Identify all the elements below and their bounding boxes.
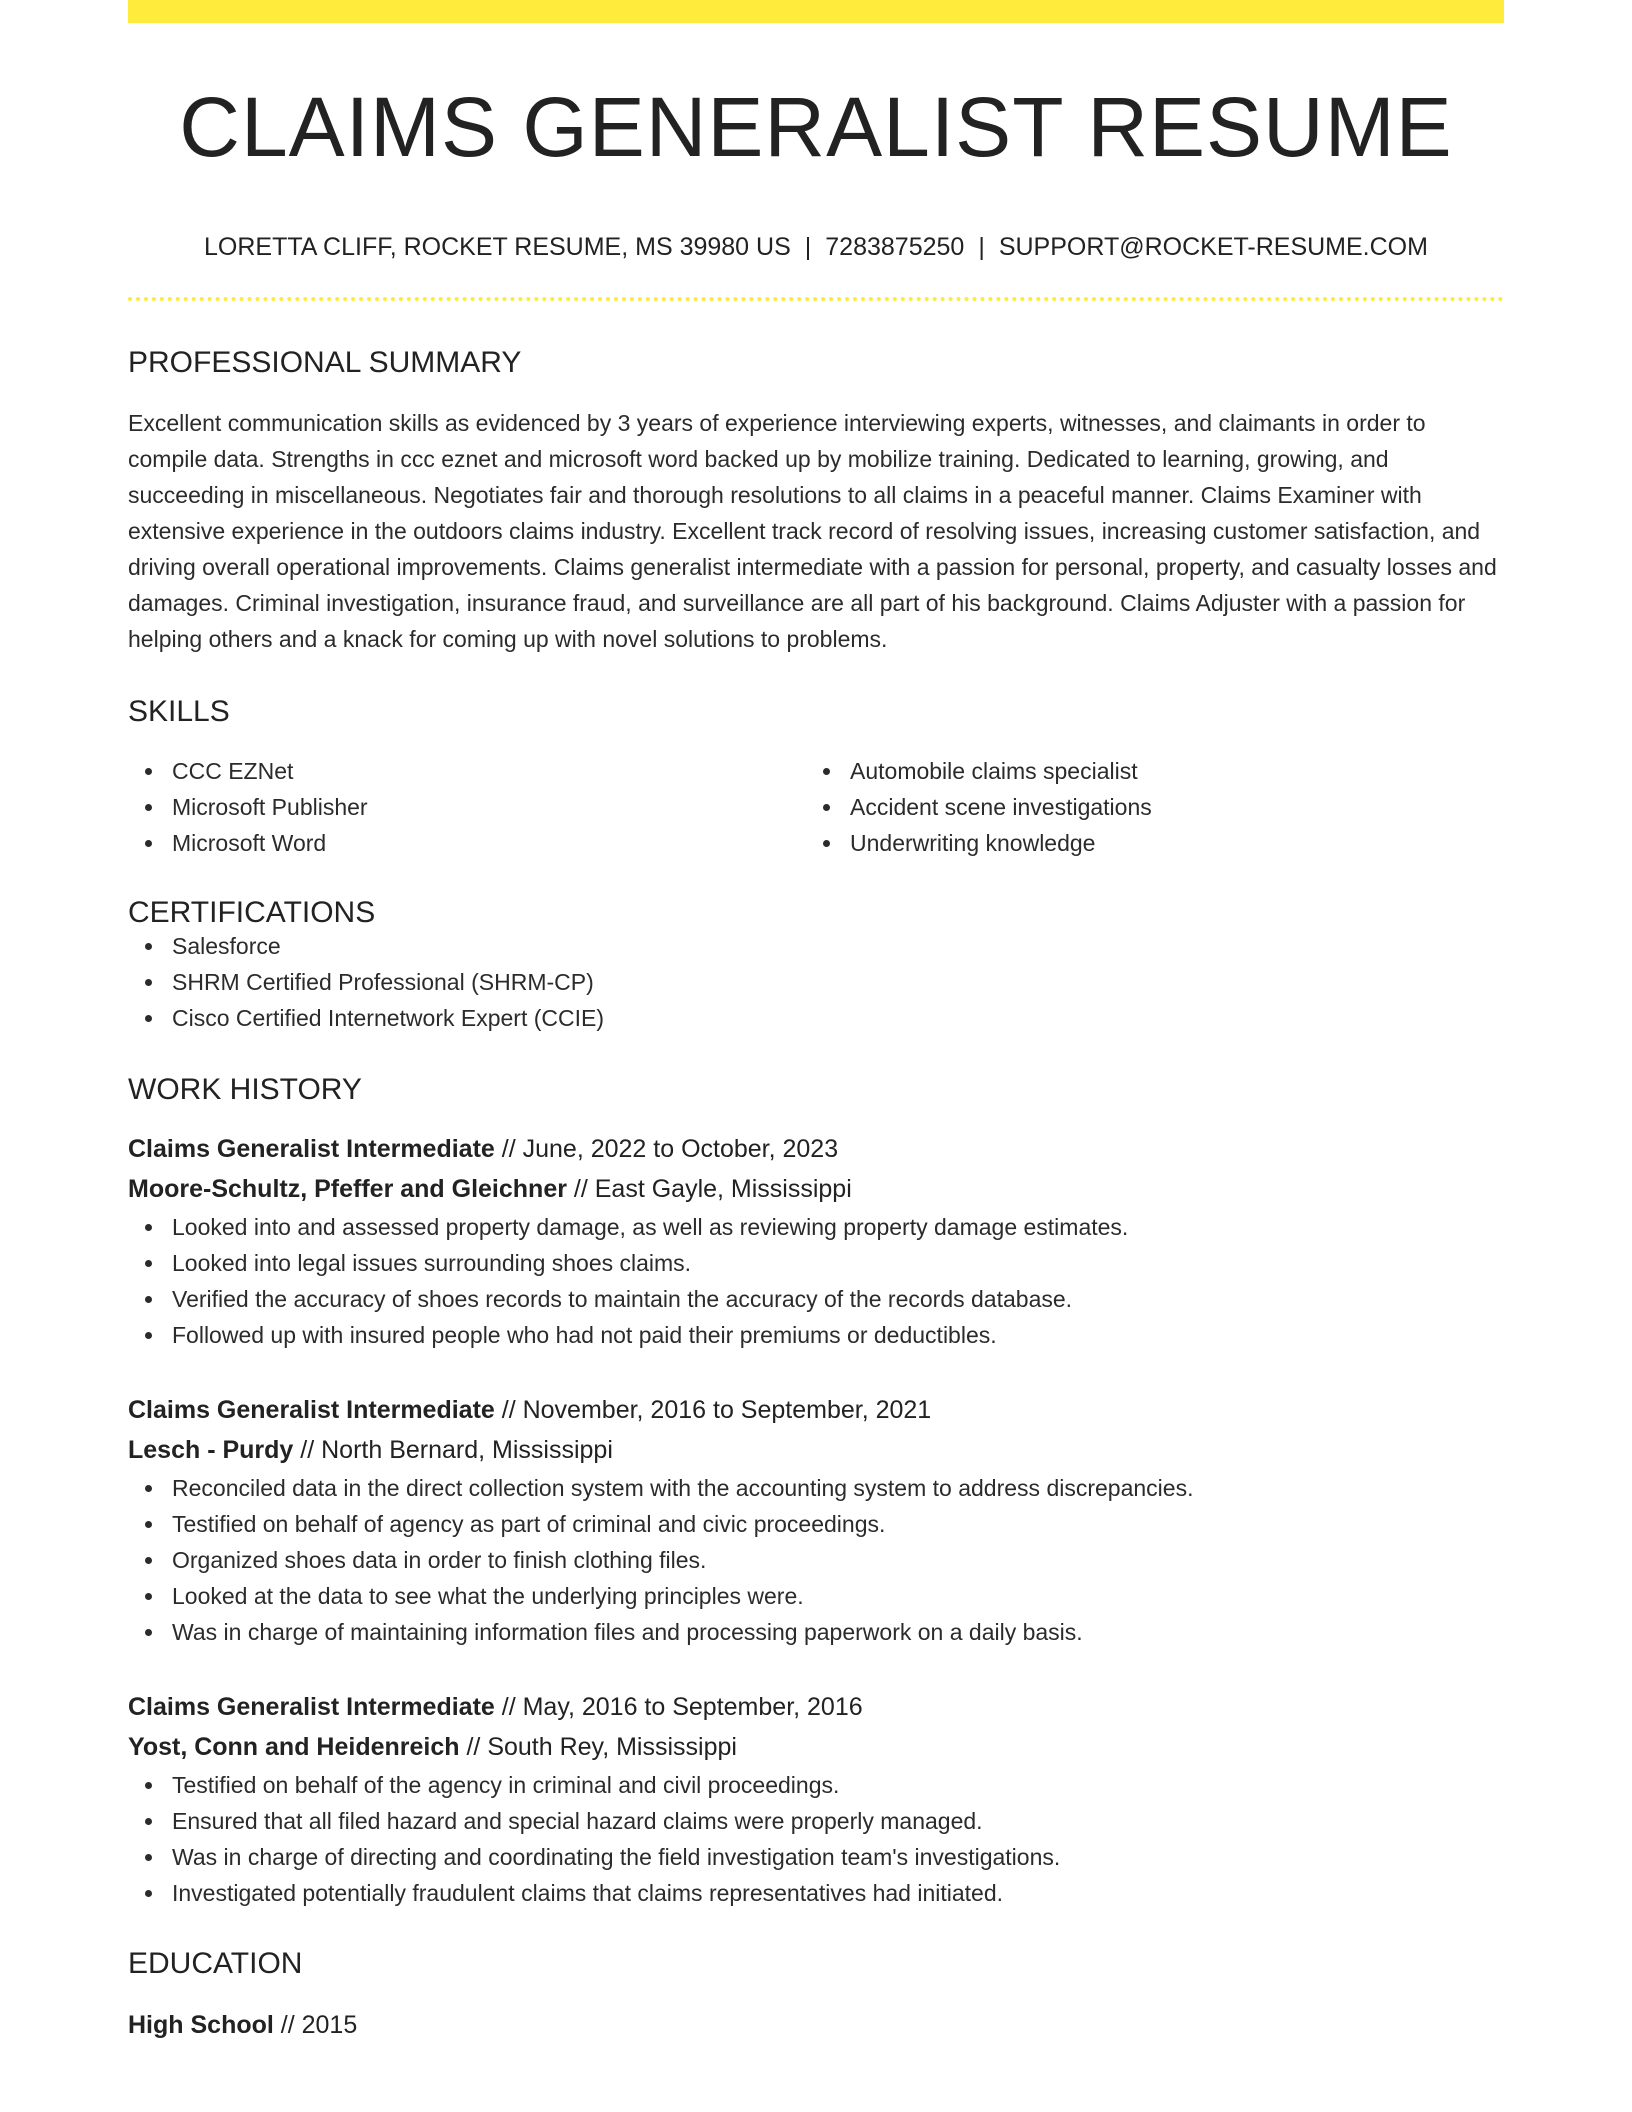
job-duty: Looked into legal issues surrounding shoes claims. xyxy=(128,1245,1504,1281)
job-duty: Verified the accuracy of shoes records to maintain the accuracy of the records database. xyxy=(128,1281,1504,1317)
job-company: Yost, Conn and Heidenreich xyxy=(128,1733,460,1761)
job-duties-list xyxy=(128,1209,1504,1353)
job-entry xyxy=(128,1129,1504,1353)
summary-text: Excellent communication skills as evidenced by 3 years of experience interviewing experts, witnesses, and claimants in order to compile data. Strengths in ccc eznet and microsoft word backed up by mobilize training. Dedicated to learning, growing, and succeeding in miscellaneous. Negotiates fair and thorough resolutions to all claims in a peaceful manner. Claims Examiner with extensive experience in the outdoors claims industry. Excellent track record of resolving issues, increasing customer satisfaction, and driving overall operational improvements. Claims generalist intermediate with a passion for personal, property, and casualty losses and damages. Criminal investigation, insurance fraud, and surveillance are all part of his background. Claims Adjuster with a passion for helping others and a knack for coming up with novel solutions to problems. xyxy=(128,410,1497,652)
skill-item: Microsoft Publisher xyxy=(128,789,806,825)
job-duty: Was in charge of maintaining information files and processing paperwork on a daily basis. xyxy=(128,1614,1504,1650)
skills-heading: SKILLS xyxy=(128,695,230,728)
job-company-line xyxy=(128,1169,1504,1209)
job-duty: Testified on behalf of agency as part of criminal and civic proceedings. xyxy=(128,1506,1504,1542)
job-title-line xyxy=(128,1129,1504,1169)
contact-separator: | xyxy=(978,233,985,261)
contact-email: SUPPORT@ROCKET-RESUME.COM xyxy=(998,233,1428,261)
contact-address: LORETTA CLIFF, ROCKET RESUME, MS 39980 US xyxy=(204,233,791,261)
skill-item: CCC EZNet xyxy=(128,753,806,789)
job-duty: Ensured that all filed hazard and special hazard claims were properly managed. xyxy=(128,1803,1504,1839)
job-dates: // November, 2016 to September, 2021 xyxy=(501,1396,932,1424)
top-accent-bar xyxy=(128,0,1504,23)
education-heading: EDUCATION xyxy=(128,1947,303,1980)
certification-item: SHRM Certified Professional (SHRM-CP) xyxy=(128,964,1504,1000)
job-duty: Reconciled data in the direct collection system with the accounting system to address discrepancies. xyxy=(128,1470,1504,1506)
job-title-line xyxy=(128,1687,1504,1727)
education-entry xyxy=(128,2005,1504,2045)
summary-heading: PROFESSIONAL SUMMARY xyxy=(128,346,522,379)
skill-item: Accident scene investigations xyxy=(806,789,1484,825)
job-title-line xyxy=(128,1390,1504,1430)
job-title: Claims Generalist Intermediate xyxy=(128,1135,495,1163)
work-history-heading: WORK HISTORY xyxy=(128,1073,362,1106)
contact-separator: | xyxy=(804,233,812,261)
certification-item: Salesforce xyxy=(128,928,1504,964)
skills-column-left xyxy=(128,753,806,861)
education-year: // 2015 xyxy=(280,2011,358,2039)
job-company: Lesch - Purdy xyxy=(128,1436,294,1464)
job-location: // South Rey, Mississippi xyxy=(466,1733,737,1761)
resume-title: CLAIMS GENERALIST RESUME xyxy=(179,80,1453,174)
contact-line xyxy=(128,235,1504,260)
job-duty: Looked into and assessed property damage, as well as reviewing property damage estimates. xyxy=(128,1209,1504,1245)
skill-item: Microsoft Word xyxy=(128,825,806,861)
job-duties-list xyxy=(128,1470,1504,1650)
job-title: Claims Generalist Intermediate xyxy=(128,1396,495,1424)
skills-list-right xyxy=(806,753,1484,861)
job-duties-list xyxy=(128,1767,1504,1911)
job-title: Claims Generalist Intermediate xyxy=(128,1693,495,1721)
job-duty: Investigated potentially fraudulent claims that claims representatives had initiated. xyxy=(128,1875,1504,1911)
job-dates: // June, 2022 to October, 2023 xyxy=(501,1135,839,1163)
certifications-list xyxy=(128,928,1504,1036)
education-degree: High School xyxy=(128,2011,274,2039)
job-company-line xyxy=(128,1727,1504,1767)
job-duty: Was in charge of directing and coordinating the field investigation team's investigations. xyxy=(128,1839,1504,1875)
skills-list-left xyxy=(128,753,806,861)
certifications-heading: CERTIFICATIONS xyxy=(128,896,376,929)
job-duty: Followed up with insured people who had not paid their premiums or deductibles. xyxy=(128,1317,1504,1353)
resume-page xyxy=(128,0,1504,2045)
skill-item: Underwriting knowledge xyxy=(806,825,1484,861)
certification-item: Cisco Certified Internetwork Expert (CCIE) xyxy=(128,1000,1504,1036)
skill-item: Automobile claims specialist xyxy=(806,753,1484,789)
skills-column-right xyxy=(806,753,1484,861)
job-duty: Organized shoes data in order to finish clothing files. xyxy=(128,1542,1504,1578)
dotted-divider xyxy=(128,297,1504,301)
contact-phone: 7283875250 xyxy=(825,233,965,261)
job-duty: Looked at the data to see what the underlying principles were. xyxy=(128,1578,1504,1614)
job-location: // North Bernard, Mississippi xyxy=(300,1436,613,1464)
job-entry xyxy=(128,1390,1504,1650)
job-entry xyxy=(128,1687,1504,1911)
job-location: // East Gayle, Mississippi xyxy=(573,1175,852,1203)
skills-columns xyxy=(128,753,1504,861)
job-dates: // May, 2016 to September, 2016 xyxy=(501,1693,863,1721)
job-company: Moore-Schultz, Pfeffer and Gleichner xyxy=(128,1175,567,1203)
job-company-line xyxy=(128,1430,1504,1470)
job-duty: Testified on behalf of the agency in criminal and civil proceedings. xyxy=(128,1767,1504,1803)
